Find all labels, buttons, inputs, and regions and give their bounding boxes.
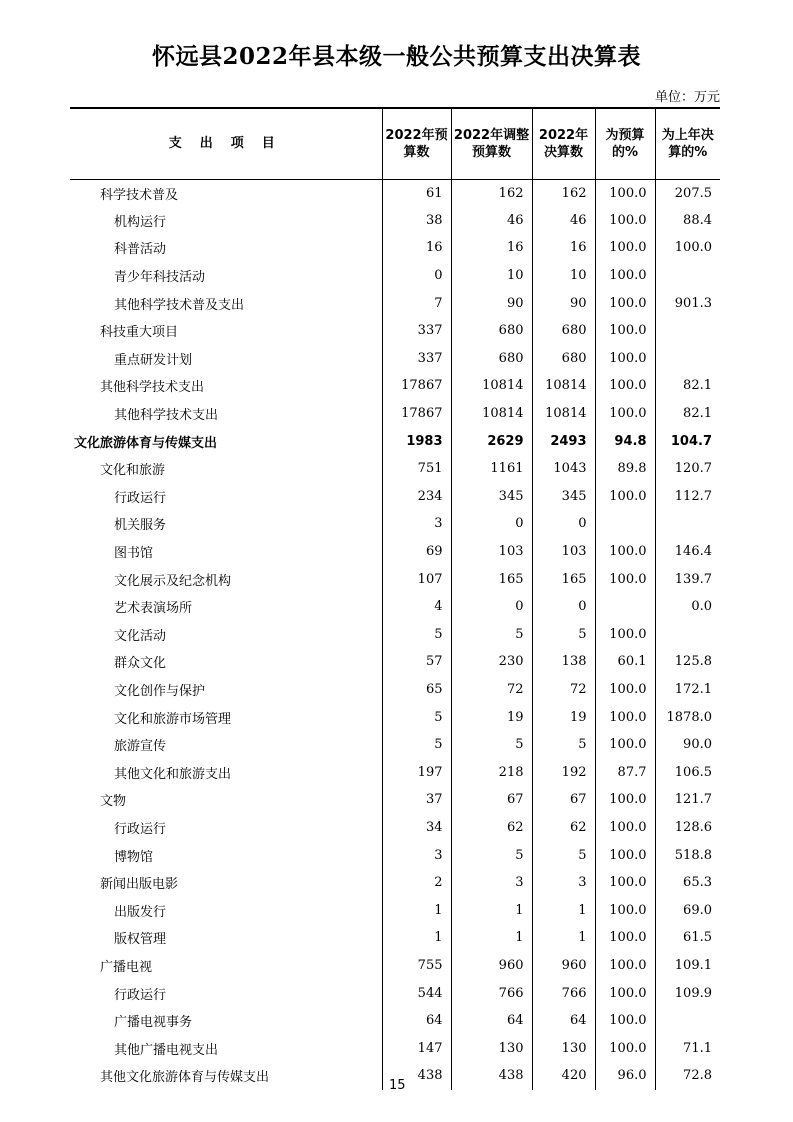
final-accounts-cell: 5 — [532, 841, 595, 869]
table-row — [70, 372, 720, 400]
final-accounts-cell: 3 — [532, 869, 595, 897]
final-accounts-cell: 680 — [532, 317, 595, 345]
table-row — [70, 786, 720, 814]
adjusted-budget-cell: 230 — [451, 648, 532, 676]
table-row — [70, 234, 720, 262]
adjusted-budget-cell: 438 — [451, 1062, 532, 1090]
table-row — [70, 455, 720, 483]
item-name-cell: 科学技术普及 — [100, 187, 179, 203]
header-item: 支出项目 — [70, 108, 382, 179]
final-accounts-cell: 960 — [532, 952, 595, 980]
pct-of-last-year-cell: 71.1 — [655, 1034, 720, 1062]
pct-of-budget-cell: 100.0 — [595, 345, 655, 373]
final-accounts-cell: 192 — [532, 758, 595, 786]
item-name-cell: 其他文化旅游体育与传媒支出 — [100, 1070, 270, 1086]
pct-of-budget-cell: 100.0 — [595, 262, 655, 290]
table-row — [70, 1007, 720, 1035]
table-row — [70, 538, 720, 566]
final-accounts-cell: 10814 — [532, 372, 595, 400]
item-name-cell: 艺术表演场所 — [114, 601, 193, 617]
budget-cell: 1 — [382, 896, 451, 924]
budget-cell: 337 — [382, 317, 451, 345]
item-name-cell: 文化旅游体育与传媒支出 — [74, 435, 218, 451]
pct-of-last-year-cell — [655, 510, 720, 538]
budget-cell: 3 — [382, 510, 451, 538]
adjusted-budget-cell: 5 — [451, 731, 532, 759]
item-name-cell: 出版发行 — [114, 904, 167, 920]
pct-of-budget-cell: 100.0 — [595, 400, 655, 428]
budget-cell: 1983 — [382, 427, 451, 455]
table-row — [70, 400, 720, 428]
final-accounts-cell: 1 — [532, 896, 595, 924]
budget-cell: 0 — [382, 262, 451, 290]
item-name-cell: 版权管理 — [114, 932, 167, 948]
adjusted-budget-cell: 10814 — [451, 400, 532, 428]
pct-of-last-year-cell: 61.5 — [655, 924, 720, 952]
final-accounts-cell: 103 — [532, 538, 595, 566]
item-name-cell: 文物 — [100, 794, 127, 810]
budget-cell: 234 — [382, 483, 451, 511]
pct-of-budget-cell: 100.0 — [595, 786, 655, 814]
adjusted-budget-cell: 2629 — [451, 427, 532, 455]
page-number: 15 — [389, 1078, 406, 1093]
pct-of-last-year-cell: 146.4 — [655, 538, 720, 566]
table-row — [70, 621, 720, 649]
pct-of-budget-cell: 100.0 — [595, 565, 655, 593]
table-row — [70, 676, 720, 704]
item-name-cell: 机构运行 — [114, 214, 167, 230]
pct-of-budget-cell: 100.0 — [595, 234, 655, 262]
item-name-cell: 行政运行 — [114, 821, 167, 837]
budget-cell: 61 — [382, 179, 451, 207]
final-accounts-cell: 5 — [532, 621, 595, 649]
pct-of-last-year-cell: 518.8 — [655, 841, 720, 869]
item-name-cell: 广播电视事务 — [114, 1015, 193, 1031]
table-row — [70, 289, 720, 317]
adjusted-budget-cell: 960 — [451, 952, 532, 980]
item-name-cell: 新闻出版电影 — [100, 877, 179, 893]
pct-of-last-year-cell: 125.8 — [655, 648, 720, 676]
table-row — [70, 869, 720, 897]
table-header-row — [70, 108, 720, 179]
pct-of-last-year-cell — [655, 1007, 720, 1035]
unit-label: 单位：万元 — [654, 90, 720, 105]
budget-cell: 34 — [382, 814, 451, 842]
pct-of-budget-cell: 100.0 — [595, 538, 655, 566]
pct-of-budget-cell — [595, 510, 655, 538]
item-name-cell: 行政运行 — [114, 987, 167, 1003]
pct-of-budget-cell: 89.8 — [595, 455, 655, 483]
pct-of-budget-cell: 100.0 — [595, 289, 655, 317]
pct-of-last-year-cell: 139.7 — [655, 565, 720, 593]
budget-cell: 17867 — [382, 372, 451, 400]
pct-of-last-year-cell: 121.7 — [655, 786, 720, 814]
table-row — [70, 427, 720, 455]
final-accounts-cell: 680 — [532, 345, 595, 373]
budget-cell: 64 — [382, 1007, 451, 1035]
budget-cell: 5 — [382, 621, 451, 649]
item-name-cell: 其他科学技术支出 — [100, 380, 205, 396]
item-name-cell: 机关服务 — [114, 518, 167, 534]
item-name-cell: 文化活动 — [114, 628, 167, 644]
table-row — [70, 841, 720, 869]
pct-of-last-year-cell: 69.0 — [655, 896, 720, 924]
pct-of-last-year-cell: 128.6 — [655, 814, 720, 842]
budget-cell: 3 — [382, 841, 451, 869]
pct-of-last-year-cell: 106.5 — [655, 758, 720, 786]
pct-of-budget-cell: 100.0 — [595, 814, 655, 842]
pct-of-budget-cell: 100.0 — [595, 952, 655, 980]
final-accounts-cell: 0 — [532, 510, 595, 538]
adjusted-budget-cell: 90 — [451, 289, 532, 317]
item-name-cell: 群众文化 — [114, 656, 167, 672]
adjusted-budget-cell: 218 — [451, 758, 532, 786]
final-accounts-cell: 345 — [532, 483, 595, 511]
final-accounts-cell: 90 — [532, 289, 595, 317]
item-name-cell: 文化展示及纪念机构 — [114, 573, 232, 589]
adjusted-budget-cell: 5 — [451, 621, 532, 649]
pct-of-last-year-cell: 901.3 — [655, 289, 720, 317]
pct-of-budget-cell: 100.0 — [595, 703, 655, 731]
pct-of-budget-cell: 100.0 — [595, 179, 655, 207]
budget-cell: 107 — [382, 565, 451, 593]
table-row — [70, 758, 720, 786]
budget-cell: 65 — [382, 676, 451, 704]
pct-of-last-year-cell — [655, 317, 720, 345]
pct-of-budget-cell: 100.0 — [595, 924, 655, 952]
pct-of-budget-cell: 94.8 — [595, 427, 655, 455]
pct-of-budget-cell: 100.0 — [595, 896, 655, 924]
adjusted-budget-cell: 46 — [451, 207, 532, 235]
adjusted-budget-cell: 766 — [451, 979, 532, 1007]
adjusted-budget-cell: 130 — [451, 1034, 532, 1062]
pct-of-last-year-cell: 82.1 — [655, 400, 720, 428]
table-row — [70, 510, 720, 538]
pct-of-last-year-cell: 0.0 — [655, 593, 720, 621]
pct-of-budget-cell: 100.0 — [595, 841, 655, 869]
pct-of-last-year-cell: 65.3 — [655, 869, 720, 897]
table-row — [70, 317, 720, 345]
adjusted-budget-cell: 19 — [451, 703, 532, 731]
item-name-cell: 文化创作与保护 — [114, 683, 206, 699]
item-name-cell: 博物馆 — [114, 849, 154, 865]
item-name-cell: 文化和旅游市场管理 — [114, 711, 232, 727]
final-accounts-cell: 766 — [532, 979, 595, 1007]
adjusted-budget-cell: 16 — [451, 234, 532, 262]
final-accounts-cell: 10 — [532, 262, 595, 290]
pct-of-last-year-cell: 72.8 — [655, 1062, 720, 1090]
budget-cell: 4 — [382, 593, 451, 621]
pct-of-budget-cell: 100.0 — [595, 1034, 655, 1062]
pct-of-budget-cell: 100.0 — [595, 676, 655, 704]
adjusted-budget-cell: 1161 — [451, 455, 532, 483]
adjusted-budget-cell: 10814 — [451, 372, 532, 400]
table-row — [70, 979, 720, 1007]
pct-of-budget-cell: 100.0 — [595, 317, 655, 345]
budget-cell: 17867 — [382, 400, 451, 428]
final-accounts-cell: 1043 — [532, 455, 595, 483]
pct-of-budget-cell: 100.0 — [595, 207, 655, 235]
budget-cell: 16 — [382, 234, 451, 262]
final-accounts-cell: 0 — [532, 593, 595, 621]
adjusted-budget-cell: 0 — [451, 593, 532, 621]
adjusted-budget-cell: 72 — [451, 676, 532, 704]
header-budget: 2022年预算数 — [382, 108, 451, 179]
expenditure-table — [70, 107, 720, 1090]
header-final-accounts: 2022年决算数 — [532, 108, 595, 179]
header-adjusted-budget: 2022年调整预算数 — [451, 108, 532, 179]
budget-cell: 2 — [382, 869, 451, 897]
page-title: 怀远县2022年县本级一般公共预算支出决算表 — [151, 43, 641, 70]
item-name-cell: 青少年科技活动 — [114, 270, 206, 286]
table-row — [70, 179, 720, 207]
budget-cell: 751 — [382, 455, 451, 483]
adjusted-budget-cell: 1 — [451, 896, 532, 924]
adjusted-budget-cell: 3 — [451, 869, 532, 897]
table-row — [70, 924, 720, 952]
table-row — [70, 345, 720, 373]
item-name-cell: 科技重大项目 — [100, 325, 179, 341]
pct-of-budget-cell: 100.0 — [595, 372, 655, 400]
adjusted-budget-cell: 345 — [451, 483, 532, 511]
pct-of-budget-cell: 100.0 — [595, 731, 655, 759]
pct-of-last-year-cell: 172.1 — [655, 676, 720, 704]
table-row — [70, 896, 720, 924]
pct-of-last-year-cell — [655, 345, 720, 373]
pct-of-budget-cell: 96.0 — [595, 1062, 655, 1090]
adjusted-budget-cell: 103 — [451, 538, 532, 566]
adjusted-budget-cell: 165 — [451, 565, 532, 593]
pct-of-budget-cell: 100.0 — [595, 869, 655, 897]
table-row — [70, 814, 720, 842]
final-accounts-cell: 2493 — [532, 427, 595, 455]
adjusted-budget-cell: 1 — [451, 924, 532, 952]
item-name-cell: 图书馆 — [114, 546, 154, 562]
final-accounts-cell: 1 — [532, 924, 595, 952]
budget-cell: 5 — [382, 731, 451, 759]
item-name-cell: 文化和旅游 — [100, 463, 166, 479]
budget-cell: 1 — [382, 924, 451, 952]
budget-cell: 438 — [382, 1062, 451, 1090]
pct-of-budget-cell: 100.0 — [595, 621, 655, 649]
final-accounts-cell: 62 — [532, 814, 595, 842]
final-accounts-cell: 5 — [532, 731, 595, 759]
budget-cell: 337 — [382, 345, 451, 373]
item-name-cell: 旅游宣传 — [114, 739, 167, 755]
pct-of-last-year-cell: 120.7 — [655, 455, 720, 483]
pct-of-last-year-cell: 207.5 — [655, 179, 720, 207]
header-pct-of-last-year: 为上年决算的% — [655, 108, 720, 179]
budget-cell: 5 — [382, 703, 451, 731]
budget-cell: 57 — [382, 648, 451, 676]
final-accounts-cell: 10814 — [532, 400, 595, 428]
budget-cell: 147 — [382, 1034, 451, 1062]
table-row — [70, 731, 720, 759]
adjusted-budget-cell: 162 — [451, 179, 532, 207]
pct-of-budget-cell: 87.7 — [595, 758, 655, 786]
item-name-cell: 科普活动 — [114, 242, 167, 258]
pct-of-last-year-cell: 90.0 — [655, 731, 720, 759]
table-row — [70, 207, 720, 235]
pct-of-last-year-cell: 100.0 — [655, 234, 720, 262]
pct-of-budget-cell: 100.0 — [595, 483, 655, 511]
pct-of-last-year-cell — [655, 621, 720, 649]
adjusted-budget-cell: 67 — [451, 786, 532, 814]
final-accounts-cell: 165 — [532, 565, 595, 593]
pct-of-last-year-cell: 109.1 — [655, 952, 720, 980]
item-name-cell: 其他科学技术支出 — [114, 408, 219, 424]
final-accounts-cell: 67 — [532, 786, 595, 814]
budget-cell: 69 — [382, 538, 451, 566]
adjusted-budget-cell: 0 — [451, 510, 532, 538]
pct-of-last-year-cell: 112.7 — [655, 483, 720, 511]
table-row — [70, 593, 720, 621]
adjusted-budget-cell: 62 — [451, 814, 532, 842]
final-accounts-cell: 420 — [532, 1062, 595, 1090]
pct-of-last-year-cell: 104.7 — [655, 427, 720, 455]
pct-of-last-year-cell: 88.4 — [655, 207, 720, 235]
table-row — [70, 565, 720, 593]
final-accounts-cell: 19 — [532, 703, 595, 731]
final-accounts-cell: 130 — [532, 1034, 595, 1062]
budget-cell: 197 — [382, 758, 451, 786]
pct-of-budget-cell: 100.0 — [595, 979, 655, 1007]
table-row — [70, 703, 720, 731]
pct-of-last-year-cell: 82.1 — [655, 372, 720, 400]
pct-of-last-year-cell: 109.9 — [655, 979, 720, 1007]
header-pct-of-budget: 为预算的% — [595, 108, 655, 179]
table-row — [70, 648, 720, 676]
table-row — [70, 952, 720, 980]
pct-of-budget-cell: 60.1 — [595, 648, 655, 676]
table-row — [70, 483, 720, 511]
budget-cell: 37 — [382, 786, 451, 814]
item-name-cell: 其他广播电视支出 — [114, 1042, 219, 1058]
final-accounts-cell: 16 — [532, 234, 595, 262]
pct-of-last-year-cell — [655, 262, 720, 290]
item-name-cell: 其他文化和旅游支出 — [114, 766, 232, 782]
final-accounts-cell: 46 — [532, 207, 595, 235]
item-name-cell: 其他科学技术普及支出 — [114, 297, 245, 313]
adjusted-budget-cell: 64 — [451, 1007, 532, 1035]
budget-cell: 544 — [382, 979, 451, 1007]
adjusted-budget-cell: 680 — [451, 345, 532, 373]
pct-of-budget-cell — [595, 593, 655, 621]
pct-of-budget-cell: 100.0 — [595, 1007, 655, 1035]
item-name-cell: 重点研发计划 — [114, 352, 193, 368]
adjusted-budget-cell: 10 — [451, 262, 532, 290]
budget-cell: 755 — [382, 952, 451, 980]
final-accounts-cell: 64 — [532, 1007, 595, 1035]
item-name-cell: 行政运行 — [114, 490, 167, 506]
item-name-cell: 广播电视 — [100, 959, 153, 975]
final-accounts-cell: 138 — [532, 648, 595, 676]
final-accounts-cell: 72 — [532, 676, 595, 704]
budget-cell: 38 — [382, 207, 451, 235]
budget-cell: 7 — [382, 289, 451, 317]
adjusted-budget-cell: 680 — [451, 317, 532, 345]
table-body — [70, 179, 720, 1090]
table-row — [70, 1034, 720, 1062]
table-row — [70, 262, 720, 290]
pct-of-last-year-cell: 1878.0 — [655, 703, 720, 731]
adjusted-budget-cell: 5 — [451, 841, 532, 869]
final-accounts-cell: 162 — [532, 179, 595, 207]
